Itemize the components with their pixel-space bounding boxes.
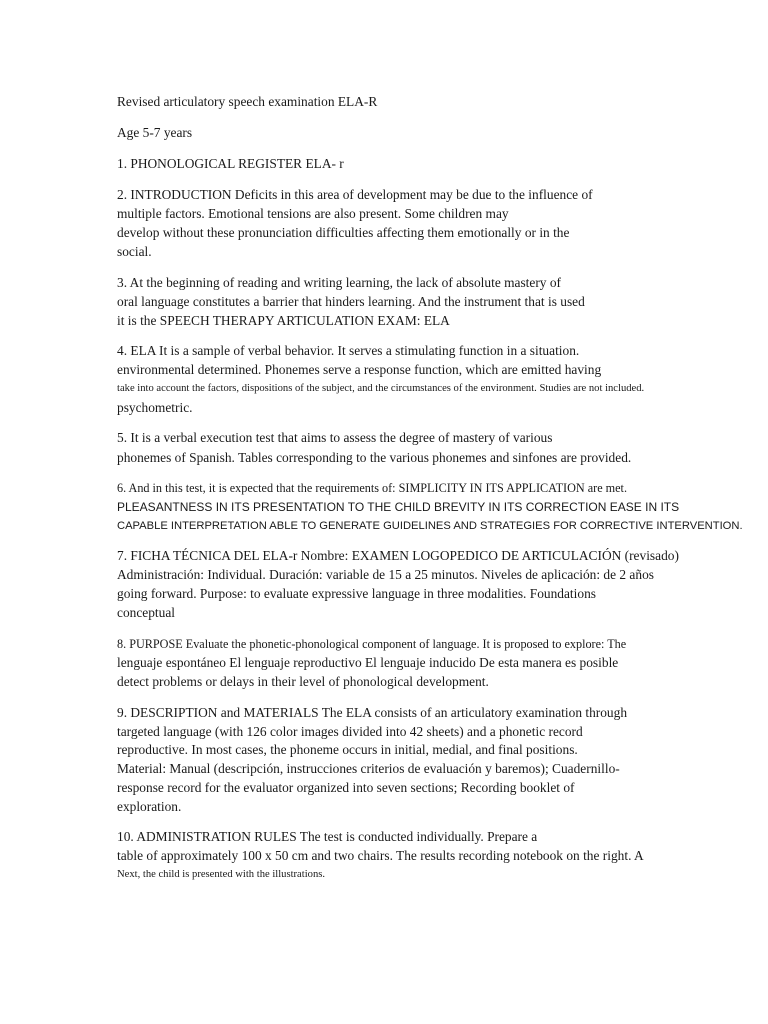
paragraph-line: conceptual	[117, 605, 175, 620]
paragraph-line: table of approximately 100 x 50 cm and two chairs. The results recording notebook on the right. A	[117, 848, 644, 863]
paragraph-line: reproductive. In most cases, the phoneme occurs in initial, medial, and final positions.	[117, 742, 578, 757]
document-title: Revised articulatory speech examination ELA-R	[117, 94, 378, 109]
paragraph-line: PLEASANTNESS IN ITS PRESENTATION TO THE CHILD BREVITY IN ITS CORRECTION EASE IN ITS	[117, 500, 680, 514]
paragraph-line: 3. At the beginning of reading and writing learning, the lack of absolute mastery of	[117, 275, 562, 290]
paragraph-line: 10. ADMINISTRATION RULES The test is conducted individually. Prepare a	[117, 829, 538, 844]
paragraph-line: take into account the factors, dispositions of the subject, and the circumstances of the environment. Studies are not included.	[117, 383, 645, 394]
paragraph-line: environmental determined. Phonemes serve a response function, which are emitted having	[117, 362, 602, 377]
paragraph-line: going forward. Purpose: to evaluate expressive language in three modalities. Foundations	[117, 586, 596, 601]
paragraph-line: 4. ELA It is a sample of verbal behavior. It serves a stimulating function in a situation.	[117, 343, 580, 358]
paragraph-line: it is the SPEECH THERAPY ARTICULATION EXAM: ELA	[117, 313, 450, 328]
paragraph-line: exploration.	[117, 799, 182, 814]
paragraph-line: social.	[117, 244, 152, 259]
paragraph-line: detect problems or delays in their level of phonological development.	[117, 674, 489, 689]
paragraph-line: 7. FICHA TÉCNICA DEL ELA-r Nombre: EXAMEN LOGOPEDICO DE ARTICULACIÓN (revisado)	[117, 548, 679, 563]
paragraph-line: multiple factors. Emotional tensions are also present. Some children may	[117, 206, 509, 221]
paragraph-line: Administración: Individual. Duración: variable de 15 a 25 minutos. Niveles de aplicación: de 2 años	[117, 567, 654, 582]
paragraph-line: 5. It is a verbal execution test that aims to assess the degree of mastery of various	[117, 430, 553, 445]
paragraph-line: oral language constitutes a barrier that hinders learning. And the instrument that is used	[117, 294, 585, 309]
paragraph-line: Material: Manual (descripción, instrucciones criterios de evaluación y baremos); Cuadernillo-	[117, 761, 620, 776]
paragraph-line: Next, the child is presented with the illustrations.	[117, 869, 326, 880]
paragraph-line: response record for the evaluator organized into seven sections; Recording booklet of	[117, 780, 575, 795]
paragraph-line: lenguaje espontáneo El lenguaje reproductivo El lenguaje inducido De esta manera es posible	[117, 655, 619, 670]
paragraph-line: psychometric.	[117, 400, 193, 415]
age-range: Age 5-7 years	[117, 125, 193, 140]
paragraph-line: 9. DESCRIPTION and MATERIALS The ELA consists of an articulatory examination through	[117, 705, 628, 720]
paragraph-line: phonemes of Spanish. Tables corresponding to the various phonemes and sinfones are provided.	[117, 450, 632, 465]
section-heading: 1. PHONOLOGICAL REGISTER ELA- r	[117, 156, 344, 171]
paragraph-line: develop without these pronunciation difficulties affecting them emotionally or in the	[117, 225, 570, 240]
paragraph-line: targeted language (with 126 color images divided into 42 sheets) and a phonetic record	[117, 724, 583, 739]
paragraph-line: 2. INTRODUCTION Deficits in this area of development may be due to the influence of	[117, 187, 593, 202]
paragraph-line: 8. PURPOSE Evaluate the phonetic-phonological component of language. It is proposed to explore: The	[117, 637, 627, 651]
paragraph-line: 6. And in this test, it is expected that the requirements of: SIMPLICITY IN ITS APPLICATION are met.	[117, 481, 627, 495]
paragraph-line: CAPABLE INTERPRETATION ABLE TO GENERATE GUIDELINES AND STRATEGIES FOR CORRECTIVE INTERVENTION.	[117, 520, 743, 532]
